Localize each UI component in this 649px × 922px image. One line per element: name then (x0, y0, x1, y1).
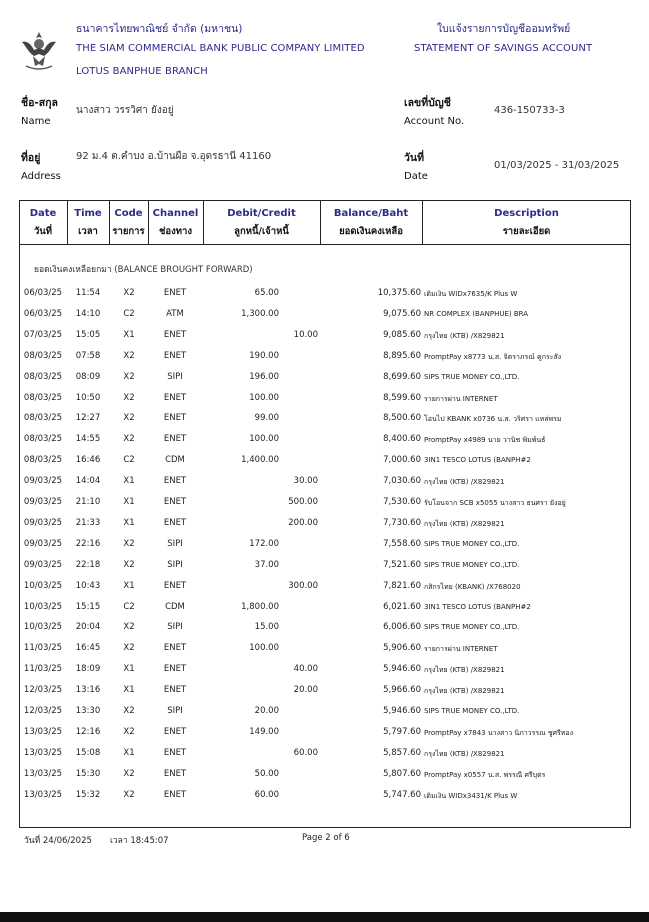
cell-balance: 6,006.60 (383, 622, 421, 633)
cell-channel: CDM (165, 601, 185, 612)
cell-description: PromptPay x8773 น.ส. จิตราภรณ์ คูกระสัง (424, 352, 562, 361)
bottom-bar (0, 912, 649, 922)
cell-description: SIPS TRUE MONEY CO.,LTD. (424, 372, 520, 381)
cell-balance: 10,375.60 (377, 288, 421, 298)
cell-code: X1 (123, 747, 135, 758)
cell-time: 10:43 (75, 580, 101, 591)
cell-description: กรุงไทย (KTB) /X829821 (424, 478, 505, 487)
table-row (19, 658, 631, 679)
cell-time: 12:16 (75, 726, 101, 737)
cell-description: SIPS TRUE MONEY CO.,LTD. (424, 560, 520, 569)
cell-code: X2 (123, 538, 135, 549)
cell-code: X2 (123, 726, 135, 737)
bank-emblem-icon (18, 28, 60, 72)
cell-time: 22:16 (75, 538, 101, 549)
cell-channel: SIPI (167, 538, 183, 549)
statement-period: 01/03/2025 - 31/03/2025 (494, 160, 620, 171)
cell-time: 14:10 (75, 308, 101, 319)
table-row (19, 282, 631, 303)
account-label-thai: เลขที่บัญชี (404, 97, 451, 109)
header-date: Date วันที่ (29, 208, 57, 237)
cell-channel: ENET (163, 768, 187, 779)
table-row (19, 616, 631, 637)
table-row (19, 428, 631, 449)
cell-date: 08/03/25 (23, 413, 63, 424)
cell-channel: SIPI (167, 706, 183, 716)
cell-channel: ENET (163, 726, 187, 737)
cell-balance: 5,946.60 (383, 664, 421, 675)
cell-amount: 200.00 (288, 517, 318, 528)
cell-amount: 60.00 (254, 789, 279, 800)
cell-time: 14:04 (75, 476, 101, 487)
cell-code: X2 (123, 350, 135, 361)
cell-amount: 149.00 (249, 726, 279, 737)
cell-time: 15:08 (75, 747, 101, 758)
cell-date: 09/03/25 (23, 497, 63, 507)
cell-channel: ENET (163, 497, 187, 507)
cell-time: 14:55 (75, 434, 101, 445)
table-row (19, 700, 631, 721)
cell-time: 15:05 (75, 329, 101, 340)
cell-code: X1 (123, 580, 135, 591)
print-date: วันที่ 24/06/2025 (24, 836, 92, 846)
cell-balance: 7,821.60 (383, 580, 421, 591)
cell-time: 07:58 (75, 350, 101, 361)
cell-time: 20:04 (75, 622, 101, 633)
cell-balance: 7,558.60 (383, 538, 421, 549)
cell-description: PromptPay x4989 นาย วานิช พิมพ์นธ์ (424, 436, 546, 445)
cell-code: X1 (123, 685, 135, 696)
cell-balance: 8,599.60 (383, 392, 421, 403)
cell-code: X1 (123, 664, 135, 675)
cell-balance: 5,966.60 (383, 685, 421, 696)
cell-description: กรุงไทย (KTB) /X829821 (424, 749, 505, 758)
header-channel: Channel ช่องทาง (152, 208, 199, 237)
table-row (19, 742, 631, 763)
cell-code: X2 (123, 413, 135, 424)
cell-date: 10/03/25 (23, 622, 63, 633)
cell-channel: CDM (165, 455, 185, 466)
cell-time: 13:30 (75, 706, 101, 716)
cell-code: X2 (123, 434, 135, 445)
cell-amount: 60.00 (293, 747, 318, 758)
statement-title-thai: ใบแจ้งรายการบัญชีออมทรัพย์ (437, 23, 571, 35)
cell-amount: 30.00 (293, 476, 318, 487)
cell-channel: ENET (163, 350, 187, 361)
cell-amount: 100.00 (249, 643, 279, 654)
cell-date: 07/03/25 (23, 329, 63, 340)
cell-amount: 15.00 (254, 622, 279, 633)
cell-balance: 5,946.60 (383, 706, 421, 716)
balance-brought-forward: ยอดเงินคงเหลือยกมา (BALANCE BROUGHT FORWARD) (34, 265, 253, 275)
cell-date: 13/03/25 (23, 726, 63, 737)
cell-amount: 10.00 (293, 329, 318, 340)
cell-amount: 100.00 (249, 392, 279, 403)
cell-time: 15:15 (75, 601, 101, 612)
cell-balance: 5,906.60 (383, 643, 421, 654)
header-balance: Balance/Baht ยอดเงินคงเหลือ (333, 208, 409, 237)
cell-balance: 7,030.60 (383, 476, 421, 487)
cell-amount: 37.00 (254, 559, 279, 570)
cell-date: 09/03/25 (23, 538, 63, 549)
cell-date: 08/03/25 (23, 371, 63, 382)
cell-code: X1 (123, 497, 135, 507)
table-row (19, 324, 631, 345)
cell-description: 3IN1 TESCO LOTUS (BANPH#2 (424, 456, 531, 465)
cell-description: NR COMPLEX (BANPHUE) BRA (424, 309, 529, 318)
cell-channel: ENET (163, 413, 187, 424)
cell-description: กรุงไทย (KTB) /X829821 (424, 519, 505, 528)
cell-description: PromptPay x0557 น.ส. พรรณี ศรีบุตร (424, 770, 546, 779)
cell-date: 08/03/25 (23, 455, 63, 466)
cell-code: X2 (123, 643, 135, 654)
cell-date: 08/03/25 (23, 392, 63, 403)
address-label-thai: ที่อยู่ (21, 152, 41, 164)
account-number: 436-150733-3 (494, 105, 565, 116)
cell-balance: 8,895.60 (383, 350, 421, 361)
table-row (19, 554, 631, 575)
cell-amount: 50.00 (254, 768, 279, 779)
account-label-english: Account No. (404, 116, 465, 127)
cell-amount: 172.00 (249, 538, 279, 549)
cell-time: 13:16 (75, 685, 101, 696)
table-row (19, 512, 631, 533)
table-row (19, 407, 631, 428)
cell-code: X2 (123, 768, 135, 779)
cell-code: X2 (123, 392, 135, 403)
branch-name: LOTUS BANPHUE BRANCH (76, 66, 208, 77)
cell-balance: 7,000.60 (383, 455, 421, 466)
cell-code: C2 (123, 455, 135, 466)
cell-channel: ENET (163, 392, 187, 403)
cell-balance: 9,075.60 (383, 308, 421, 319)
cell-code: X2 (123, 789, 135, 800)
date-label-english: Date (404, 171, 428, 182)
header-code: Code รายการ (112, 208, 145, 237)
cell-channel: ENET (163, 288, 187, 298)
cell-date: 11/03/25 (23, 664, 63, 675)
cell-description: กรุงไทย (KTB) /X829821 (424, 666, 505, 675)
cell-amount: 65.00 (254, 288, 279, 298)
cell-code: C2 (123, 308, 135, 319)
cell-balance: 8,400.60 (383, 434, 421, 445)
cell-amount: 99.00 (254, 413, 279, 424)
cell-channel: SIPI (167, 559, 183, 570)
cell-channel: ENET (163, 747, 187, 758)
cell-balance: 7,730.60 (383, 517, 421, 528)
table-row (19, 596, 631, 617)
cell-description: SIPS TRUE MONEY CO.,LTD. (424, 707, 520, 715)
cell-amount: 100.00 (249, 434, 279, 445)
cell-balance: 8,500.60 (383, 413, 421, 424)
table-row (19, 763, 631, 784)
cell-time: 21:10 (75, 497, 101, 507)
cell-date: 08/03/25 (23, 350, 63, 361)
cell-time: 16:46 (75, 455, 101, 466)
cell-date: 10/03/25 (23, 601, 63, 612)
table-row (19, 366, 631, 387)
cell-time: 11:54 (75, 288, 101, 298)
cell-date: 11/03/25 (23, 643, 63, 654)
cell-date: 12/03/25 (23, 685, 63, 696)
cell-time: 08:09 (75, 371, 101, 382)
cell-code: X2 (123, 559, 135, 570)
cell-channel: ENET (163, 476, 187, 487)
cell-time: 15:30 (75, 768, 101, 779)
cell-amount: 20.00 (293, 685, 318, 696)
table-row (19, 721, 631, 742)
table-row (19, 784, 631, 805)
cell-channel: ENET (163, 664, 187, 675)
cell-time: 12:27 (75, 413, 101, 424)
cell-code: X1 (123, 476, 135, 487)
page-number: Page 2 of 6 (302, 833, 350, 843)
cell-code: X2 (123, 622, 135, 633)
table-row (19, 533, 631, 554)
cell-channel: SIPI (167, 622, 183, 633)
cell-channel: ATM (166, 308, 184, 319)
table-row (19, 387, 631, 408)
customer-name: นางสาว วรรวิศา ยังอยู่ (76, 105, 174, 116)
cell-date: 06/03/25 (23, 308, 63, 319)
cell-date: 13/03/25 (23, 768, 63, 779)
cell-description: 3IN1 TESCO LOTUS (BANPH#2 (424, 602, 531, 611)
cell-description: เติมเงิน WIDx7635/K Plus W (424, 290, 518, 298)
cell-balance: 5,797.60 (383, 726, 421, 737)
cell-description: SIPS TRUE MONEY CO.,LTD. (424, 539, 520, 548)
cell-date: 13/03/25 (23, 747, 63, 758)
name-label-thai: ชื่อ-สกุล (21, 97, 58, 109)
cell-balance: 8,699.60 (383, 371, 421, 382)
customer-address: 92 ม.4 ต.คำบง อ.บ้านผือ จ.อุดรธานี 41160 (76, 151, 272, 162)
table-row (19, 303, 631, 324)
cell-date: 12/03/25 (23, 706, 63, 716)
name-label-english: Name (21, 116, 51, 127)
cell-channel: ENET (163, 789, 187, 800)
cell-amount: 190.00 (249, 350, 279, 361)
cell-code: X2 (123, 288, 135, 298)
cell-description: กสิกรไทย (KBANK) /X768020 (424, 582, 521, 591)
table-row (19, 575, 631, 596)
cell-date: 09/03/25 (23, 517, 63, 528)
cell-balance: 7,521.60 (383, 559, 421, 570)
address-label-english: Address (21, 171, 61, 182)
cell-time: 10:50 (75, 392, 101, 403)
cell-amount: 300.00 (288, 580, 318, 591)
cell-date: 10/03/25 (23, 580, 63, 591)
table-row (19, 491, 631, 512)
cell-channel: ENET (163, 685, 187, 696)
cell-amount: 1,300.00 (241, 308, 279, 319)
cell-code: X2 (123, 371, 135, 382)
cell-balance: 6,021.60 (383, 601, 421, 612)
cell-description: เติมเงิน WIDx3431/K Plus W (424, 791, 518, 800)
cell-balance: 5,857.60 (383, 747, 421, 758)
cell-date: 08/03/25 (23, 434, 63, 445)
cell-amount: 20.00 (254, 706, 279, 716)
cell-amount: 1,800.00 (241, 601, 279, 612)
table-row (19, 470, 631, 491)
cell-channel: ENET (163, 329, 187, 340)
cell-time: 15:32 (75, 789, 101, 800)
cell-amount: 500.00 (288, 497, 318, 507)
cell-date: 06/03/25 (23, 288, 63, 298)
print-time: เวลา 18:45:07 (110, 836, 169, 846)
bank-name-thai: ธนาคารไทยพาณิชย์ จำกัด (มหาชน) (76, 23, 243, 35)
table-row (19, 679, 631, 700)
table-row (19, 345, 631, 366)
cell-date: 09/03/25 (23, 476, 63, 487)
bank-name-english: THE SIAM COMMERCIAL BANK PUBLIC COMPANY LIMITED (76, 43, 365, 54)
cell-balance: 5,807.60 (383, 768, 421, 779)
cell-code: X1 (123, 329, 135, 340)
cell-date: 13/03/25 (23, 789, 63, 800)
cell-description: กรุงไทย (KTB) /X829821 (424, 331, 505, 340)
cell-channel: ENET (163, 434, 187, 445)
cell-channel: ENET (163, 580, 187, 591)
cell-description: รับโอนจาก SCB x5055 นางสาว ธนศรา ยังอยู่ (424, 499, 566, 507)
cell-balance: 7,530.60 (383, 497, 421, 507)
header-description: Description รายละเอียด (494, 208, 559, 237)
cell-description: โอนไป KBANK x0736 น.ส. วริศรา แหล่พรม (424, 415, 562, 424)
cell-code: X2 (123, 706, 135, 716)
date-label-thai: วันที่ (404, 152, 424, 164)
cell-description: รายการผ่าน INTERNET (424, 394, 498, 403)
table-row (19, 449, 631, 470)
cell-code: X1 (123, 517, 135, 528)
cell-time: 22:18 (75, 559, 101, 570)
cell-balance: 5,747.60 (383, 789, 421, 800)
cell-description: SIPS TRUE MONEY CO.,LTD. (424, 623, 520, 632)
cell-amount: 40.00 (293, 664, 318, 675)
cell-time: 18:09 (75, 664, 101, 675)
cell-description: กรุงไทย (KTB) /X829821 (424, 687, 505, 696)
cell-time: 21:33 (75, 517, 101, 528)
cell-channel: SIPI (167, 371, 183, 382)
cell-amount: 196.00 (249, 371, 279, 382)
cell-channel: ENET (163, 517, 187, 528)
cell-date: 09/03/25 (23, 559, 63, 570)
table-row (19, 637, 631, 658)
cell-description: รายการผ่าน INTERNET (424, 645, 498, 654)
cell-time: 16:45 (75, 643, 101, 654)
header-time: Time เวลา (74, 208, 102, 237)
cell-channel: ENET (163, 643, 187, 654)
cell-code: C2 (123, 601, 135, 612)
cell-balance: 9,085.60 (383, 329, 421, 340)
statement-title-english: STATEMENT OF SAVINGS ACCOUNT (414, 43, 593, 54)
cell-amount: 1,400.00 (241, 455, 279, 466)
cell-description: PromptPay x7843 นางสาว นิภาวรรณ ชูศรีทอง (424, 728, 574, 737)
header-debit-credit: Debit/Credit ลูกหนี้/เจ้าหนี้ (227, 208, 296, 237)
